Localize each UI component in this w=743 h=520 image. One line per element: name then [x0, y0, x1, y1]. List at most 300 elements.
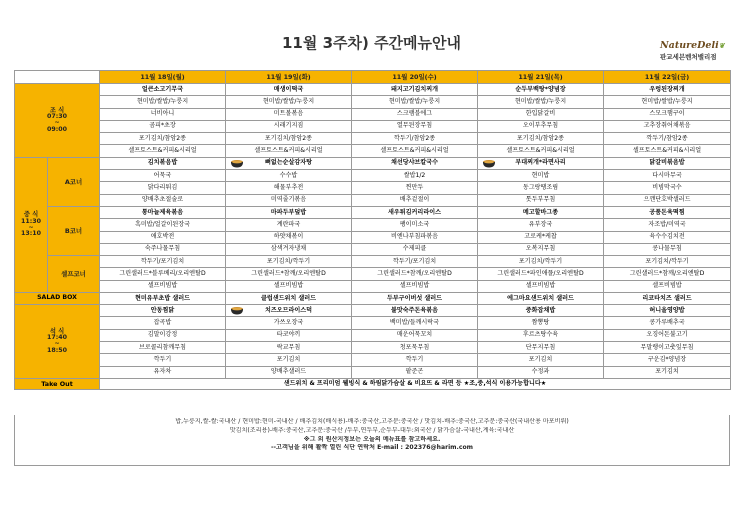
note-line-4: --고객님을 위해 활짝 열린 식단 연락처 E-mail : 202376@harim.com [271, 444, 473, 452]
menu-item-text: 포기김치/참암2종 [516, 134, 565, 142]
menu-item [478, 96, 604, 108]
menu-item-text: 해물부추전 [273, 183, 304, 191]
menu-row [15, 145, 731, 157]
menu-item-text: 고추장취어채볶음 [643, 122, 691, 130]
menu-item-text: 닭갈비볶음밥 [649, 159, 685, 167]
menu-item [100, 280, 226, 292]
menu-item-text: 우렁된장찌개 [649, 85, 685, 93]
menu-item [478, 268, 604, 280]
menu-item-text: 매생이떡국 [273, 85, 304, 93]
b-corner-label: B코너 [48, 206, 100, 255]
breakfast-label [15, 84, 100, 158]
menu-item [604, 206, 731, 218]
menu-row [15, 206, 731, 218]
menu-item-text: 구운김*양념장 [647, 355, 687, 363]
self-corner-label: 셀프코너 [48, 256, 100, 293]
menu-item-text: 오복지무침 [525, 245, 556, 253]
menu-item [604, 108, 731, 120]
menu-item [352, 268, 478, 280]
menu-item [352, 182, 478, 194]
menu-row [15, 96, 731, 108]
menu-item-text: 팽이미소국 [399, 220, 430, 228]
menu-item-text: 마파두부덮밥 [270, 208, 307, 216]
menu-item-text: 현미밥/쌀밥/누룽지 [388, 97, 441, 105]
menu-item-text: 오이부추무침 [522, 122, 559, 130]
dinner-label [15, 305, 100, 379]
menu-row [15, 366, 731, 378]
menu-item-text: 안동찜닭 [150, 306, 175, 314]
menu-item [478, 243, 604, 255]
menu-item-text: 가쓰오장국 [273, 318, 304, 326]
menu-item [604, 182, 731, 194]
menu-item [604, 341, 731, 353]
menu-row [15, 231, 731, 243]
dinner-label-time-start: 17:40 [46, 334, 68, 342]
menu-item-text: 얼큰소고기무국 [141, 85, 184, 93]
menu-item [604, 354, 731, 366]
menu-item [100, 268, 226, 280]
menu-item [226, 256, 352, 268]
menu-item [604, 219, 731, 231]
menu-item [226, 170, 352, 182]
leaf-icon: ❦ [718, 41, 725, 50]
menu-item-text: 자조밥/미역국 [648, 220, 686, 228]
menu-item [478, 354, 604, 366]
menu-item-text: 포기김치 [528, 355, 553, 363]
menu-item-text: 포기김치/깍두기 [266, 257, 311, 265]
breakfast-label-tilde: ~ [54, 119, 60, 127]
menu-item-text: 잡곡밥 [153, 318, 172, 326]
menu-item-text: 치즈오므라이스덕 [264, 306, 313, 314]
menu-item-text: 유부장국 [528, 220, 553, 228]
menu-row [15, 317, 731, 329]
menu-item-text: 미트볼볶음 [273, 110, 304, 118]
menu-item [478, 305, 604, 317]
day-header-fri: 11월 22일(금) [604, 71, 731, 84]
menu-item-text: 메고할바그종 [522, 208, 559, 216]
menu-row [15, 329, 731, 341]
menu-item [100, 96, 226, 108]
menu-row [15, 305, 731, 317]
menu-item-text: 셀프토스트&커피&시리얼 [506, 147, 575, 155]
menu-item [226, 96, 352, 108]
menu-item [478, 145, 604, 157]
menu-item-text: 새우튀김커리라이스 [388, 208, 441, 216]
menu-row [15, 170, 731, 182]
menu-item [100, 243, 226, 255]
menu-item-text: 현미밥/쌀밥/누룽지 [641, 97, 693, 105]
dinner-label-time-end: 18:50 [46, 346, 68, 354]
lunch-label-label: 중 식 [23, 211, 39, 219]
menu-item [226, 268, 352, 280]
menu-item [352, 231, 478, 243]
salad-item: 현미유부초밥 샐러드 [100, 293, 226, 305]
salad-item: 두부구이버섯 샐러드 [352, 293, 478, 305]
salad-item: 에그마요샌드위치 샐러드 [478, 293, 604, 305]
menu-item [226, 231, 352, 243]
menu-item-text: 동그랑땡조림 [522, 183, 559, 191]
lunch-label-time-end: 13:10 [20, 230, 42, 238]
menu-item-text: 짬뽕탕 [531, 318, 550, 326]
menu-item-text: 깍두기 [153, 355, 172, 363]
menu-item-text: 숙주나물무침 [144, 245, 181, 253]
menu-row [15, 219, 731, 231]
day-header-thu: 11월 21일(목) [478, 71, 604, 84]
day-header-mon: 11월 18일(월) [100, 71, 226, 84]
menu-item [226, 243, 352, 255]
menu-item-text: 포기김치/참암2종 [138, 134, 187, 142]
breakfast-label-label: 조 식 [49, 106, 65, 114]
menu-item [352, 341, 478, 353]
menu-item-text: 김말이강정 [147, 331, 178, 339]
menu-item [478, 341, 604, 353]
breakfast-label-time-end: 09:00 [46, 125, 68, 133]
menu-item [604, 243, 731, 255]
menu-item [478, 194, 604, 206]
menu-item-text: 현미밥 [531, 171, 550, 179]
menu-row [15, 182, 731, 194]
menu-item-text: 포기김치 [655, 368, 679, 376]
menu-item-text: 미역줄기볶음 [270, 196, 307, 204]
menu-item-text: 흑미밥/얼갈이된장국 [134, 220, 191, 228]
menu-item-text: 단무지무침 [525, 343, 556, 351]
menu-item [100, 84, 226, 96]
lunch-label [15, 157, 48, 292]
menu-item-text: 비빔막국수 [652, 183, 682, 191]
menu-item [604, 84, 731, 96]
menu-item-text: 셀프비빔밥 [147, 282, 178, 290]
menu-item [100, 194, 226, 206]
pot-icon [230, 159, 244, 168]
menu-item-text: 깍두기/참암2종 [393, 134, 436, 142]
menu-row [15, 194, 731, 206]
menu-item [352, 170, 478, 182]
dinner-label-label: 석 식 [49, 327, 65, 335]
menu-item-text: 팥준곤 [405, 368, 424, 376]
menu-item-text: 허니올영양밥 [649, 306, 685, 314]
menu-item [604, 170, 731, 182]
menu-item-text: 후르츠탕수육 [522, 331, 559, 339]
menu-item [352, 366, 478, 378]
menu-item-text: 곰피*초장 [149, 122, 176, 130]
menu-row [15, 133, 731, 145]
menu-item [352, 354, 478, 366]
menu-item-text: 그린샐러드*참깨/오리엔탈D [377, 270, 452, 278]
menu-row [15, 280, 731, 292]
menu-item-text: 그린샐러드*파인애플/오리엔탈D [497, 270, 584, 278]
menu-item [604, 305, 731, 317]
menu-item [100, 133, 226, 145]
menu-row [15, 268, 731, 280]
menu-item [226, 219, 352, 231]
menu-item-text: 포기김치/깍두기 [518, 257, 563, 265]
menu-item [352, 317, 478, 329]
menu-item [352, 145, 478, 157]
menu-item-text: 깍두기/포기김치 [140, 257, 185, 265]
day-header-tue: 11월 19일(화) [226, 71, 352, 84]
menu-item-text: 청포묵무침 [399, 343, 430, 351]
menu-item-text: 비엔나부침파볶음 [390, 233, 439, 241]
menu-item-text: 쌀밥1/2 [403, 171, 426, 179]
logo-brand: NatureDeli❦ [660, 40, 725, 51]
menu-item-text: 현미밥/쌀밥/누룽지 [514, 97, 567, 105]
menu-item [352, 194, 478, 206]
menu-item-text: 애호박전 [150, 233, 175, 241]
menu-item [100, 182, 226, 194]
menu-item [478, 329, 604, 341]
menu-row [15, 256, 731, 268]
menu-item [604, 366, 731, 378]
menu-item [604, 268, 731, 280]
menu-item [100, 231, 226, 243]
menu-item-text: 톳두부무침 [525, 196, 556, 204]
menu-item-text: 스모크햄구이 [649, 110, 685, 118]
salad-item: 클럽샌드위치 샐러드 [226, 293, 352, 305]
menu-item-text: 셀프토스트&커피&시리얼 [632, 147, 702, 155]
menu-item-text: 깍두기/참암2종 [646, 134, 688, 142]
menu-item [478, 206, 604, 218]
menu-item-text: 한입닭갈비 [525, 110, 556, 118]
menu-item-text: 고로케*케찹 [524, 233, 557, 241]
note-line-2: 맛김치(조리용)-배추:중국산,고추분:중국산 /두부,연두부,순두부-대두:외국산 / 닭가슴살-국내산,계육:국내산 [229, 426, 515, 434]
menu-item [604, 157, 731, 169]
menu-item-text: 깍두기/포기김치 [392, 257, 437, 265]
dinner-label-tilde: ~ [54, 340, 60, 348]
menu-item-text: 콩나물무침 [652, 245, 682, 253]
menu-item-text: 양배추초절술로 [141, 196, 184, 204]
menu-item-text: 셀프비빔밥 [399, 282, 430, 290]
menu-item [352, 305, 478, 317]
menu-item [478, 366, 604, 378]
menu-item-text: 뼈없는순살감자탕 [264, 159, 313, 167]
menu-item [100, 317, 226, 329]
menu-item [352, 219, 478, 231]
menu-item [226, 182, 352, 194]
takeout-row [15, 378, 731, 389]
menu-item [226, 317, 352, 329]
menu-item [226, 84, 352, 96]
a-corner-label: A코너 [48, 157, 100, 206]
menu-item-text: 돼지고기김치찌개 [390, 85, 439, 93]
menu-row [15, 354, 731, 366]
menu-item [352, 157, 478, 169]
menu-item-text: 셀프토스트&커피&시리얼 [128, 147, 197, 155]
menu-item-text: 배추겉절이 [399, 196, 430, 204]
menu-item [226, 120, 352, 132]
menu-item-text: 그린샐러드*참깨/오리엔탈D [251, 270, 326, 278]
pot-icon [230, 306, 244, 315]
menu-item-text: 찐만두 [405, 183, 424, 191]
menu-item-text: 하얏채볶이 [273, 233, 304, 241]
pot-icon [482, 159, 496, 168]
menu-item-text: 셀프비빔밥 [525, 282, 556, 290]
menu-item-text: 닭다리튀김 [147, 183, 178, 191]
brand-logo [660, 40, 740, 61]
logo-sub: 판교세븐벤처밸리점 [660, 53, 717, 61]
menu-item-text: 육수수김치전 [649, 233, 685, 241]
menu-item-text: 포기김치 [276, 355, 301, 363]
menu-item [226, 341, 352, 353]
menu-row [15, 157, 731, 169]
menu-item [604, 329, 731, 341]
menu-item [604, 120, 731, 132]
menu-item [352, 120, 478, 132]
menu-item [352, 108, 478, 120]
menu-item [478, 108, 604, 120]
origin-notes [14, 415, 730, 466]
menu-item [100, 120, 226, 132]
menu-item [100, 170, 226, 182]
takeout-label: Take Out [15, 378, 100, 389]
menu-item [226, 133, 352, 145]
menu-item [478, 231, 604, 243]
menu-item [604, 145, 731, 157]
menu-item-text: 수수밥 [279, 171, 298, 179]
menu-item [226, 329, 352, 341]
menu-item-text: 중화잡채밥 [525, 306, 556, 314]
menu-item [352, 280, 478, 292]
menu-item-text: 양배추샐러드 [270, 368, 307, 376]
menu-row [15, 84, 731, 96]
menu-item-text: 백미밥/들깨시락국 [389, 318, 440, 326]
menu-item [604, 96, 731, 108]
menu-row [15, 341, 731, 353]
menu-item-text: 셀프토스트&커피&시리얼 [380, 147, 449, 155]
menu-item [478, 133, 604, 145]
salad-box-label: SALAD BOX [15, 293, 100, 305]
menu-item-text: 다시마무국 [652, 171, 682, 179]
takeout-text: 샌드위치 & 프리미엄 웰빙식 & 하림닭가슴살 & 비요뜨 & 라면 등 ★조,중,석식 이용가능합니다★ [100, 378, 731, 389]
menu-item-text: 포기김치/깍두기 [645, 257, 689, 265]
menu-item-text: 수정과 [531, 368, 550, 376]
menu-item [226, 280, 352, 292]
menu-item [604, 280, 731, 292]
menu-item [226, 206, 352, 218]
salad-item: 리코타치즈 샐러드 [604, 293, 731, 305]
menu-item [604, 133, 731, 145]
menu-item-text: 으깬단호박샐러드 [643, 196, 691, 204]
menu-item [226, 194, 352, 206]
menu-item [604, 231, 731, 243]
menu-item-text: 순두부백탕*양념장 [515, 85, 566, 93]
menu-item-text: 매운어묵꼬치 [396, 331, 433, 339]
page-title: 11월 3주차) 주간메뉴안내 [281, 34, 462, 52]
menu-item-text: 그린샐러드*블루베리/오리엔탈D [119, 270, 206, 278]
menu-item [478, 256, 604, 268]
menu-item [100, 206, 226, 218]
menu-item-text: 부대찌개*라면사리 [515, 159, 566, 167]
menu-item-text: 셀프비빔밥 [273, 282, 304, 290]
day-header-wed: 11월 20일(수) [352, 71, 478, 84]
lunch-label-time-start: 11:30 [20, 217, 42, 225]
menu-item [352, 133, 478, 145]
menu-item-text: 락교무침 [276, 343, 301, 351]
menu-item [352, 329, 478, 341]
menu-item-text: 어묵국 [153, 171, 172, 179]
breakfast-label-time-start: 07:30 [46, 113, 68, 121]
menu-item [100, 329, 226, 341]
menu-item-text: 무말랭이고춧잎무침 [640, 343, 694, 351]
menu-item [100, 256, 226, 268]
menu-item [352, 84, 478, 96]
menu-item-text: 현미밥/쌀밥/누룽지 [262, 97, 315, 105]
menu-item-text: 너비아니 [150, 110, 175, 118]
menu-row [15, 108, 731, 120]
menu-item [100, 145, 226, 157]
menu-item [478, 182, 604, 194]
menu-item [478, 157, 604, 169]
menu-item-text: 타코야끼 [276, 331, 301, 339]
menu-item [100, 108, 226, 120]
weekly-menu-table [14, 70, 731, 390]
menu-item [478, 170, 604, 182]
menu-item-text: 그린샐러드*참깨/오리엔탈D [629, 270, 705, 278]
menu-item-text: 삼색겨자냉채 [270, 245, 307, 253]
menu-item [604, 256, 731, 268]
menu-item [226, 366, 352, 378]
menu-item [226, 108, 352, 120]
menu-item-text: 공품돈육떡찜 [649, 208, 685, 216]
menu-item [478, 84, 604, 96]
menu-item-text: 불맛숙주돈육볶음 [390, 306, 439, 314]
menu-item [604, 194, 731, 206]
menu-item [478, 280, 604, 292]
menu-item [226, 354, 352, 366]
menu-item [478, 219, 604, 231]
menu-item [100, 366, 226, 378]
note-line-1: 밥,누룽지,쌀-쌀:국내산 / 현미밥:현미-국내산 / 배추김치(배식용)-배추:중국산,고추분:중국산 / 맛김치-배추:중국산,고추분:중국산(국내산용 마포비뤼) [175, 418, 569, 425]
menu-item [478, 317, 604, 329]
menu-item-text: 스크램블에그 [396, 110, 433, 118]
menu-row [15, 120, 731, 132]
menu-item-text: 유자차 [153, 368, 172, 376]
menu-item [226, 157, 352, 169]
note-line-3: ※그 외 원산지정보는 오늘의 메뉴표를 참고하세요. [303, 435, 441, 443]
header-corner [15, 71, 100, 84]
salad-row [15, 293, 731, 305]
menu-item-text: 콩가루배추국 [649, 318, 685, 326]
menu-row [15, 243, 731, 255]
menu-item [100, 305, 226, 317]
menu-item-text: 현미밥/쌀밥/누룽지 [136, 97, 189, 105]
menu-item [226, 305, 352, 317]
menu-item-text: 셀프비빔밥 [652, 282, 682, 290]
menu-item-text: 채선당샤브칼국수 [390, 159, 439, 167]
menu-item-text: 깍두기 [405, 355, 424, 363]
menu-item-text: 오징어돈불고기 [646, 331, 688, 339]
menu-item [604, 317, 731, 329]
menu-item [100, 157, 226, 169]
menu-item [100, 219, 226, 231]
menu-item [352, 243, 478, 255]
menu-item [352, 206, 478, 218]
menu-item [478, 120, 604, 132]
menu-item [352, 96, 478, 108]
menu-item-text: 김치볶음밥 [147, 159, 178, 167]
menu-item-text: 통마늘제육볶음 [141, 208, 184, 216]
menu-item-text: 계란파국 [276, 220, 301, 228]
menu-item-text: 시래기지짐 [273, 122, 304, 130]
menu-item-text: 브로콜리참깨무침 [138, 343, 187, 351]
menu-item-text: 열무된장무침 [396, 122, 433, 130]
lunch-label-tilde: ~ [28, 223, 34, 231]
menu-item-text: 셀프토스트&커피&시리얼 [254, 147, 323, 155]
menu-item-text: 수제피클 [402, 245, 427, 253]
menu-item [352, 256, 478, 268]
menu-item-text: 포기김치/참암2종 [264, 134, 313, 142]
menu-item [226, 145, 352, 157]
menu-item [100, 354, 226, 366]
